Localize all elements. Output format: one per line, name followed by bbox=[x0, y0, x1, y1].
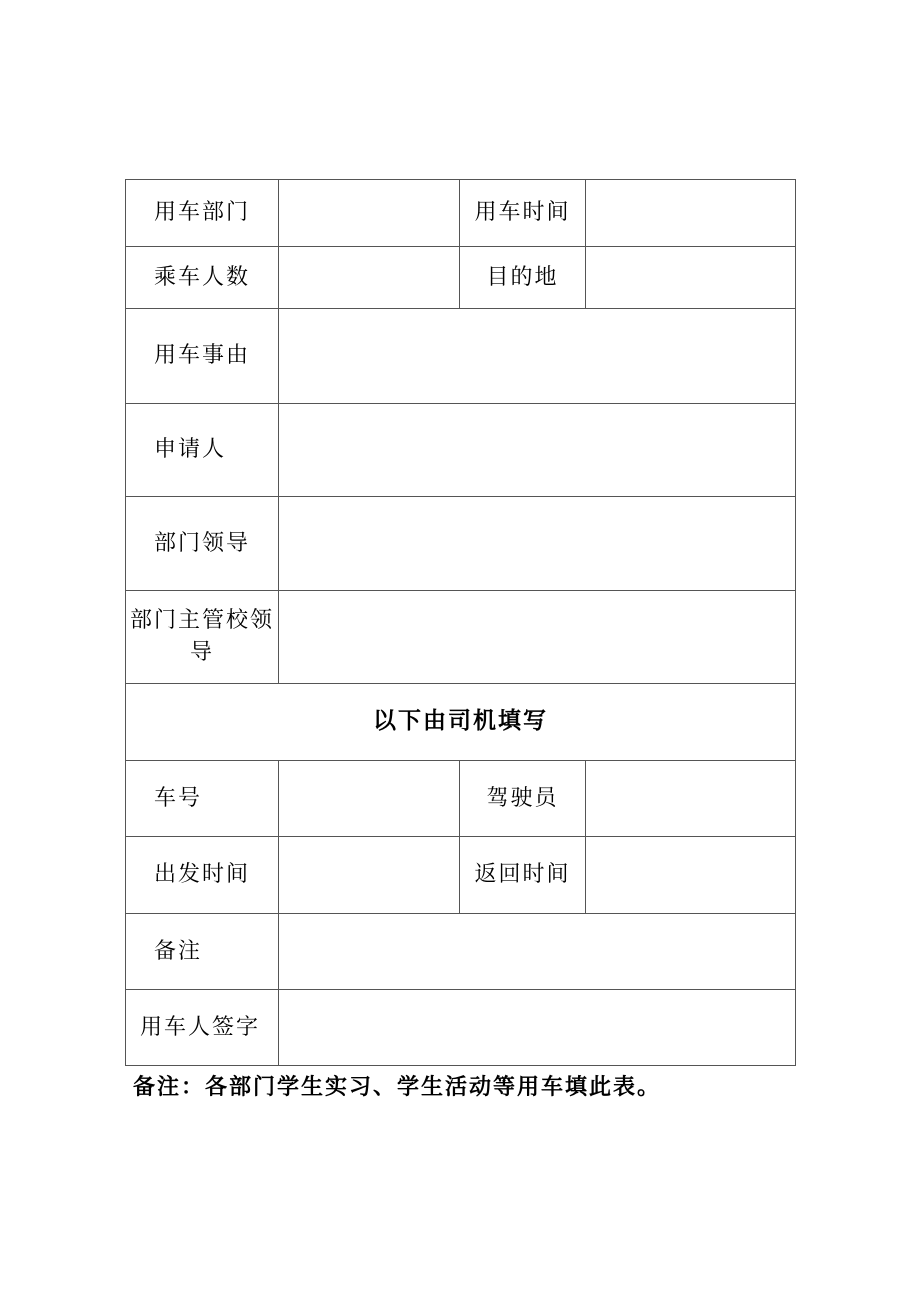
field-signature[interactable] bbox=[279, 990, 796, 1066]
row-department-time bbox=[126, 180, 796, 247]
field-destination[interactable] bbox=[586, 247, 796, 309]
row-section-title bbox=[126, 684, 796, 761]
label-depart-time: 出发时间 bbox=[126, 837, 279, 914]
row-school-leader bbox=[126, 591, 796, 684]
label-school-leader: 部门主管校领导 bbox=[126, 591, 279, 684]
field-depart-time[interactable] bbox=[279, 837, 460, 914]
row-depart-return bbox=[126, 837, 796, 914]
field-applicant[interactable] bbox=[279, 404, 796, 497]
field-remark[interactable] bbox=[279, 914, 796, 990]
label-use-time: 用车时间 bbox=[460, 180, 586, 247]
label-applicant: 申请人 bbox=[126, 404, 279, 497]
field-dept-leader[interactable] bbox=[279, 497, 796, 591]
row-remark bbox=[126, 914, 796, 990]
label-destination: 目的地 bbox=[460, 247, 586, 309]
field-department[interactable] bbox=[279, 180, 460, 247]
footnote: 备注：各部门学生实习、学生活动等用车填此表。 bbox=[133, 1075, 662, 1100]
section-title: 以下由司机填写 bbox=[126, 684, 796, 761]
label-dept-leader: 部门领导 bbox=[126, 497, 279, 591]
label-signature: 用车人签字 bbox=[126, 990, 279, 1066]
field-reason[interactable] bbox=[279, 309, 796, 404]
label-driver: 驾驶员 bbox=[460, 761, 586, 837]
row-passengers-destination bbox=[126, 247, 796, 309]
vehicle-request-form bbox=[125, 179, 796, 1066]
field-school-leader[interactable] bbox=[279, 591, 796, 684]
label-passengers: 乘车人数 bbox=[126, 247, 279, 309]
label-return-time: 返回时间 bbox=[460, 837, 586, 914]
label-car-number: 车号 bbox=[126, 761, 279, 837]
row-dept-leader bbox=[126, 497, 796, 591]
field-use-time[interactable] bbox=[586, 180, 796, 247]
row-signature bbox=[126, 990, 796, 1066]
field-car-number[interactable] bbox=[279, 761, 460, 837]
field-return-time[interactable] bbox=[586, 837, 796, 914]
row-car-driver bbox=[126, 761, 796, 837]
label-remark: 备注 bbox=[126, 914, 279, 990]
field-driver[interactable] bbox=[586, 761, 796, 837]
field-passengers[interactable] bbox=[279, 247, 460, 309]
label-reason: 用车事由 bbox=[126, 309, 279, 404]
row-applicant bbox=[126, 404, 796, 497]
row-reason bbox=[126, 309, 796, 404]
label-department: 用车部门 bbox=[126, 180, 279, 247]
